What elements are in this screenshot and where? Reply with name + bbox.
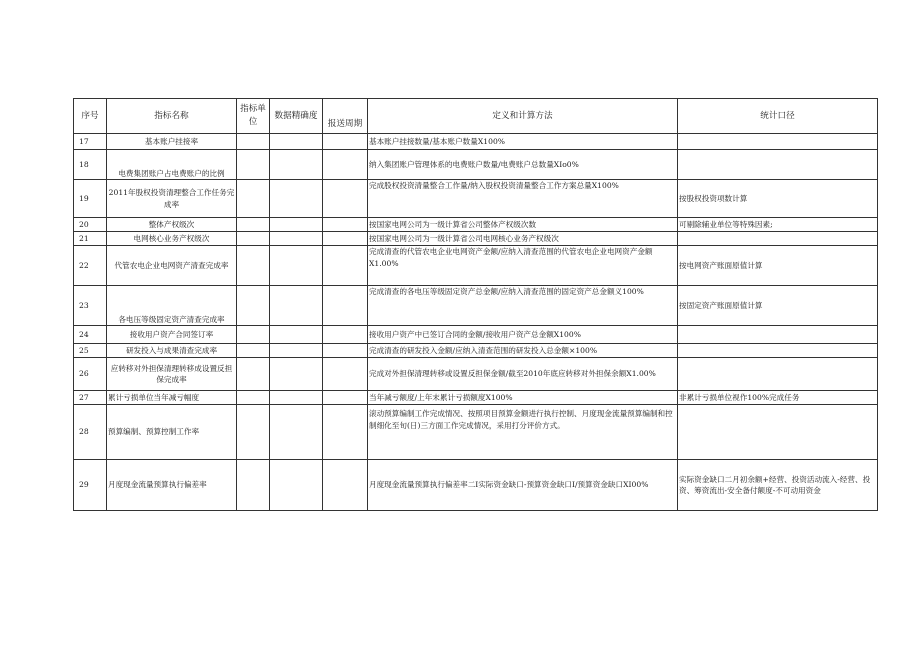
- row-precision: [270, 405, 323, 460]
- row-seq: 26: [74, 358, 107, 391]
- row-precision: [270, 391, 323, 405]
- row-unit: [237, 246, 270, 286]
- header-unit: 指标单位: [237, 99, 270, 134]
- row-unit: [237, 286, 270, 326]
- row-scope: [678, 358, 878, 391]
- row-unit: [237, 180, 270, 218]
- row-period: [323, 405, 368, 460]
- row-definition: 基本账户挂接数量/基本账户数量X100%: [368, 134, 678, 150]
- row-seq: 19: [74, 180, 107, 218]
- table-row: [74, 218, 878, 232]
- row-precision: [270, 232, 323, 246]
- row-seq: 28: [74, 405, 107, 460]
- row-definition: 当年减亏额度/上年末累计亏损额度X100%: [368, 391, 678, 405]
- row-name: 研发投入与成果清查完成率: [107, 344, 237, 358]
- row-name: 各电压等级固定资产清查完成率: [107, 286, 237, 326]
- table-row: [74, 180, 878, 218]
- row-name: 月度现金流量预算执行偏差率: [107, 460, 237, 511]
- row-scope: 可剔除辅业单位等特殊因素;: [678, 218, 878, 232]
- row-precision: [270, 180, 323, 218]
- row-seq: 29: [74, 460, 107, 511]
- row-name: 预算编制、预算控制工作率: [107, 405, 237, 460]
- row-seq: 24: [74, 326, 107, 344]
- row-period: [323, 218, 368, 232]
- table-row: [74, 358, 878, 391]
- row-name: 基本账户挂接率: [107, 134, 237, 150]
- row-name: 整体产权级次: [107, 218, 237, 232]
- header-scope: 统计口径: [678, 99, 878, 134]
- table-row: [74, 134, 878, 150]
- table-row: [74, 405, 878, 460]
- row-unit: [237, 391, 270, 405]
- row-seq: 18: [74, 150, 107, 180]
- header-precision: 数据精确度: [270, 99, 323, 134]
- row-unit: [237, 232, 270, 246]
- row-unit: [237, 218, 270, 232]
- row-period: [323, 391, 368, 405]
- header-name: 指标名称: [107, 99, 237, 134]
- row-scope: 非累计亏损单位视作100%完成任务: [678, 391, 878, 405]
- row-period: [323, 150, 368, 180]
- row-name: 2011年股权投资清理整合工作任务完成率: [107, 180, 237, 218]
- row-definition: 接收用户资产中已签订合同的金额/接收用户资产总金额X100%: [368, 326, 678, 344]
- row-scope: [678, 232, 878, 246]
- row-scope: 按股权投资项数计算: [678, 180, 878, 218]
- row-name: 累计亏损单位当年减亏幅度: [107, 391, 237, 405]
- header-seq: 序号: [74, 99, 107, 134]
- row-definition: 完成对外担保清理转移或设置反担保金额/截至2010年底应转移对外担保余额X1.00%: [368, 358, 678, 391]
- header-definition: 定义和计算方法: [368, 99, 678, 134]
- row-precision: [270, 358, 323, 391]
- row-scope: 实际资金缺口二月初余额+经营、投资活动流入-经营、投资、筹资流出-安全备付额度-不可动用资金: [678, 460, 878, 511]
- header-row: [74, 99, 878, 134]
- row-definition: 月度现金流量预算执行偏差率二I实际资金缺口-预算资金缺口I/预算资金缺口XI00%: [368, 460, 678, 511]
- row-unit: [237, 344, 270, 358]
- row-name: 代管农电企业电网资产清查完成率: [107, 246, 237, 286]
- row-definition: 纳入集团账户管理体系的电费账户数量/电费账户总数量XIo0%: [368, 150, 678, 180]
- row-scope: [678, 134, 878, 150]
- header-period: 报送周期: [323, 99, 368, 134]
- row-period: [323, 460, 368, 511]
- row-precision: [270, 134, 323, 150]
- row-unit: [237, 150, 270, 180]
- row-definition: 按国家电网公司为一级计算省公司电网核心业务产权级次: [368, 232, 678, 246]
- row-seq: 17: [74, 134, 107, 150]
- row-definition: 按国家电网公司为一级计算省公司整体产权级次数: [368, 218, 678, 232]
- row-definition: 完成股权投资清量整合工作量/纳入股权投资清量整合工作方案总量X100%: [368, 180, 678, 218]
- row-unit: [237, 405, 270, 460]
- row-precision: [270, 286, 323, 326]
- row-period: [323, 358, 368, 391]
- table-row: [74, 326, 878, 344]
- row-scope: [678, 326, 878, 344]
- row-period: [323, 134, 368, 150]
- row-seq: 25: [74, 344, 107, 358]
- row-period: [323, 246, 368, 286]
- row-unit: [237, 134, 270, 150]
- table-row: [74, 460, 878, 511]
- row-scope: [678, 405, 878, 460]
- row-definition: 完成清查的各电压等级固定资产总金额/应纳入清查范围的固定资产总金额义100%: [368, 286, 678, 326]
- row-period: [323, 286, 368, 326]
- row-scope: 按电网资产账面原值计算: [678, 246, 878, 286]
- row-scope: [678, 150, 878, 180]
- row-unit: [237, 460, 270, 511]
- row-seq: 21: [74, 232, 107, 246]
- row-precision: [270, 460, 323, 511]
- row-period: [323, 232, 368, 246]
- row-definition: 完成清查的代管农电企业电网资产金额/应纳入清查范围的代管农电企业电网资产金额X1.00%: [368, 246, 678, 286]
- row-precision: [270, 218, 323, 232]
- table-row: [74, 286, 878, 326]
- row-precision: [270, 150, 323, 180]
- table-row: [74, 246, 878, 286]
- row-name: 接收用户资产合同签订率: [107, 326, 237, 344]
- row-name: 电网核心业务产权级次: [107, 232, 237, 246]
- row-seq: 27: [74, 391, 107, 405]
- table-row: [74, 391, 878, 405]
- row-period: [323, 344, 368, 358]
- row-seq: 23: [74, 286, 107, 326]
- row-name: 电费集团账户占电费账户的比例: [107, 150, 237, 180]
- row-period: [323, 180, 368, 218]
- row-name: 应转移对外担保清理转移成设置反担保完成率: [107, 358, 237, 391]
- table-row: [74, 344, 878, 358]
- row-unit: [237, 358, 270, 391]
- row-precision: [270, 326, 323, 344]
- table-row: [74, 150, 878, 180]
- row-seq: 22: [74, 246, 107, 286]
- row-definition: 滚动预算编制工作完成情况、按照项目预算金额进行执行控制、月度现金流量预算编制和控制细化至旬(日)三方面工作完成情况，采用打分评价方式。: [368, 405, 678, 460]
- row-unit: [237, 326, 270, 344]
- table-row: [74, 232, 878, 246]
- row-seq: 20: [74, 218, 107, 232]
- row-scope: [678, 344, 878, 358]
- row-precision: [270, 344, 323, 358]
- row-precision: [270, 246, 323, 286]
- row-scope: 按固定资产账面原值计算: [678, 286, 878, 326]
- row-definition: 完成清查的研发投入金额/应纳入清查范围的研发投入总金额×100%: [368, 344, 678, 358]
- indicator-table: [73, 98, 878, 511]
- row-period: [323, 326, 368, 344]
